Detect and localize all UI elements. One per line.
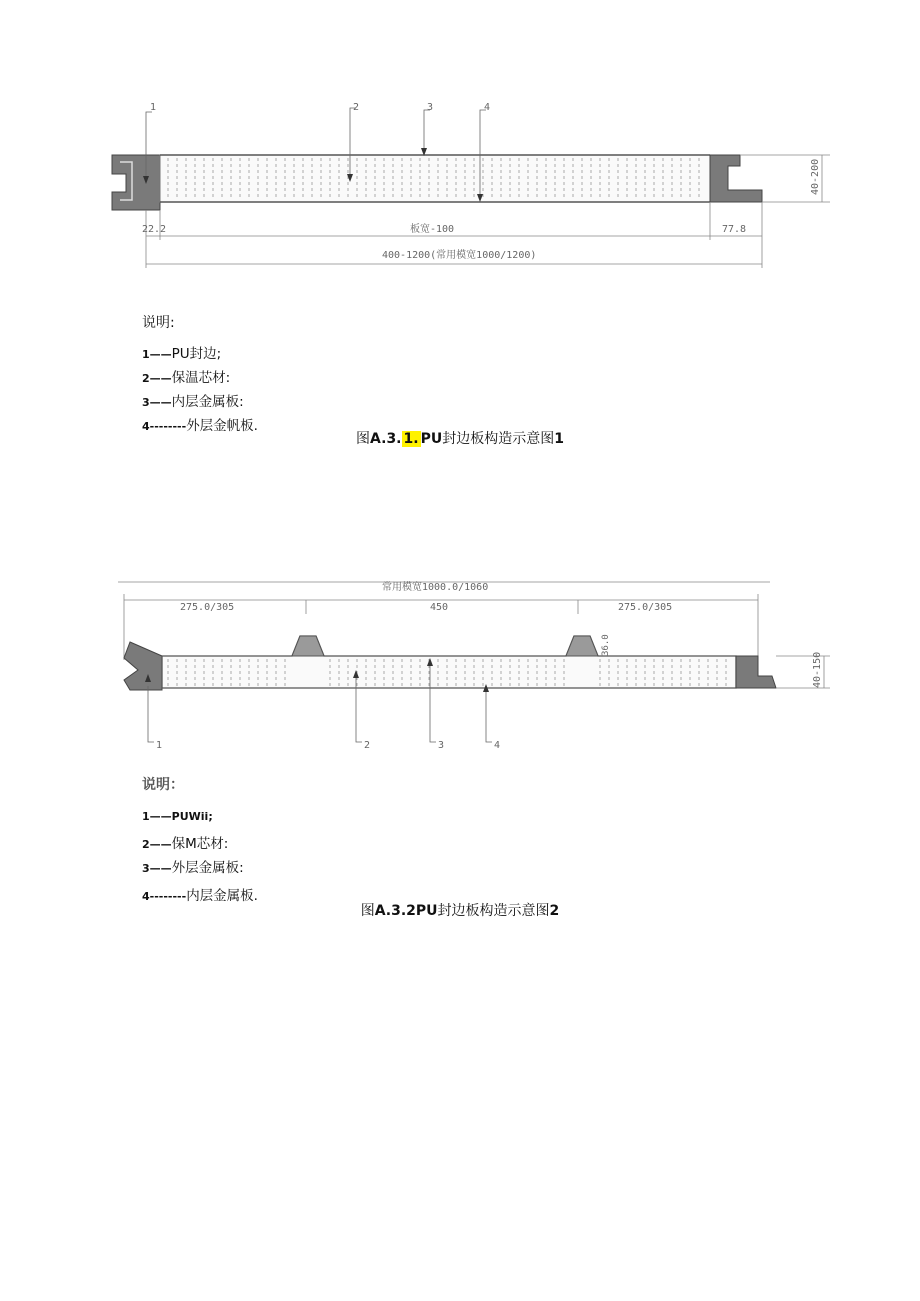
figure2-left-seal bbox=[124, 642, 162, 690]
figure2-rib-left bbox=[292, 636, 324, 656]
figure2-callout-3: 3 bbox=[438, 740, 445, 751]
figure1-callout-4: 4 bbox=[484, 102, 491, 113]
figure2-total-dim: 常用模宽1000.0/1060 bbox=[382, 582, 489, 593]
figure1-total-dim: 400-1200(常用模宽1000/1200) bbox=[382, 250, 537, 261]
figure1-center-dim: 板宽-100 bbox=[410, 224, 455, 235]
figure2-rib-dim: 36.0 bbox=[601, 634, 611, 656]
figure1-legend-item: 3——内层金属板: bbox=[142, 394, 244, 410]
figure2-callout-2: 2 bbox=[364, 740, 371, 751]
figure1-legend bbox=[142, 312, 258, 438]
figure2-thickness-dim: 40-150 bbox=[812, 651, 823, 688]
figure2-right-seal bbox=[736, 656, 776, 688]
figure2-caption: 图A.3.2PU封边板构造示意图2 bbox=[360, 903, 560, 919]
figure1-right-dim: 77.8 bbox=[722, 224, 747, 235]
figure1-left-dim: 22.2 bbox=[142, 224, 167, 235]
figure2-legend-item: 3——外层金属板: bbox=[142, 860, 244, 876]
figure2-legend-heading: 说明： bbox=[142, 777, 184, 793]
figure2-callout-4: 4 bbox=[494, 740, 501, 751]
figure2-legend-item: 4--------内层金属板. bbox=[142, 888, 258, 904]
figure1-legend-heading: 说明: bbox=[142, 315, 175, 331]
figure1-legend-item: 1——PU封边; bbox=[142, 346, 222, 362]
figure2-callout-1: 1 bbox=[156, 740, 163, 751]
figure2-panel-core bbox=[162, 636, 736, 688]
figure1-left-seal bbox=[112, 155, 160, 210]
figure1-legend-item: 2——保温芯材: bbox=[142, 370, 231, 386]
figure2-left-dim: 275.0/305 bbox=[180, 602, 235, 613]
figure2-drawing bbox=[0, 570, 920, 755]
figure1-caption: 图A.3. 1. PU封边板构造示意图1 bbox=[356, 431, 564, 447]
figure1-callout-3: 3 bbox=[427, 102, 434, 113]
figure1-callout-1: 1 bbox=[150, 102, 157, 113]
figure1-callout-2: 2 bbox=[353, 102, 360, 113]
figure1-right-seal bbox=[710, 155, 762, 202]
figure2-rib-right bbox=[566, 636, 598, 656]
figure2-right-dim: 275.0/305 bbox=[618, 602, 673, 613]
figure1-drawing bbox=[0, 100, 920, 280]
figure2-legend-item: 1——PUWii; bbox=[142, 810, 213, 823]
figure1-legend-item: 4--------外层金帆板. bbox=[142, 418, 258, 434]
caption-highlight: 1. bbox=[403, 431, 419, 447]
figure1-thickness-dim: 40-200 bbox=[810, 158, 821, 195]
figure2-center-dim: 450 bbox=[430, 602, 449, 613]
figure2-legend bbox=[142, 774, 258, 908]
figure2-legend-item: 2——保M芯材: bbox=[142, 836, 229, 852]
